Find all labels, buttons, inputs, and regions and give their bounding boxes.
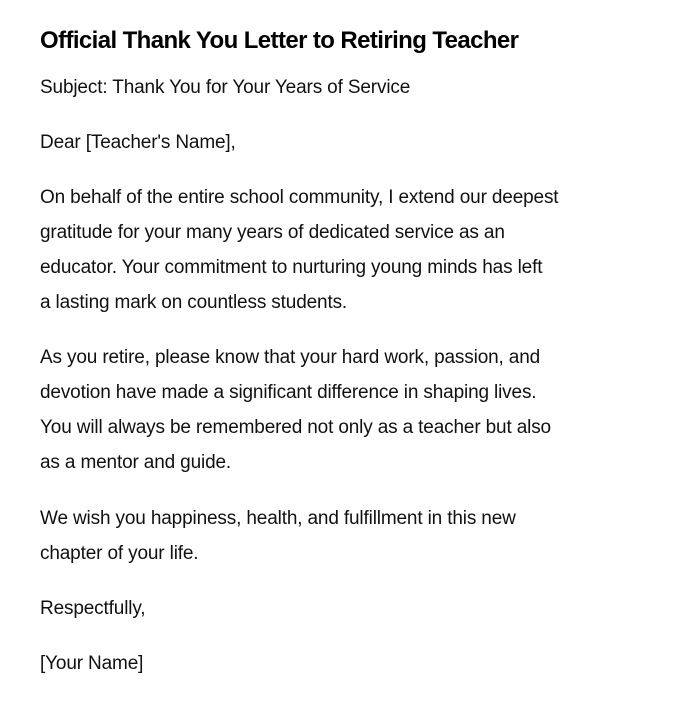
letter-title: Official Thank You Letter to Retiring Teacher: [40, 27, 519, 54]
paragraph-line: as a mentor and guide.: [40, 452, 232, 473]
paragraph-line: devotion have made a significant difference in shaping lives.: [40, 382, 537, 403]
paragraph-line: As you retire, please know that your hard work, passion, and: [40, 347, 541, 368]
letter-paragraph-3: [40, 501, 650, 571]
letter-subject: Subject: Thank You for Your Years of Service: [40, 77, 411, 98]
paragraph-line: On behalf of the entire school community, I extend our deepest: [40, 187, 559, 208]
letter-salutation: Dear [Teacher's Name],: [40, 132, 236, 153]
letter-paragraph-2: [40, 340, 650, 480]
paragraph-line: You will always be remembered not only as a teacher but also: [40, 417, 551, 438]
paragraph-line: chapter of your life.: [40, 543, 199, 564]
paragraph-line: gratitude for your many years of dedicated service as an: [40, 222, 505, 243]
paragraph-line: a lasting mark on countless students.: [40, 292, 348, 313]
paragraph-line: We wish you happiness, health, and fulfillment in this new: [40, 508, 516, 529]
letter-closing: Respectfully,: [40, 598, 146, 619]
letter-signature: [Your Name]: [40, 653, 144, 674]
paragraph-line: educator. Your commitment to nurturing young minds has left: [40, 257, 543, 278]
letter-paragraph-1: [40, 180, 650, 320]
